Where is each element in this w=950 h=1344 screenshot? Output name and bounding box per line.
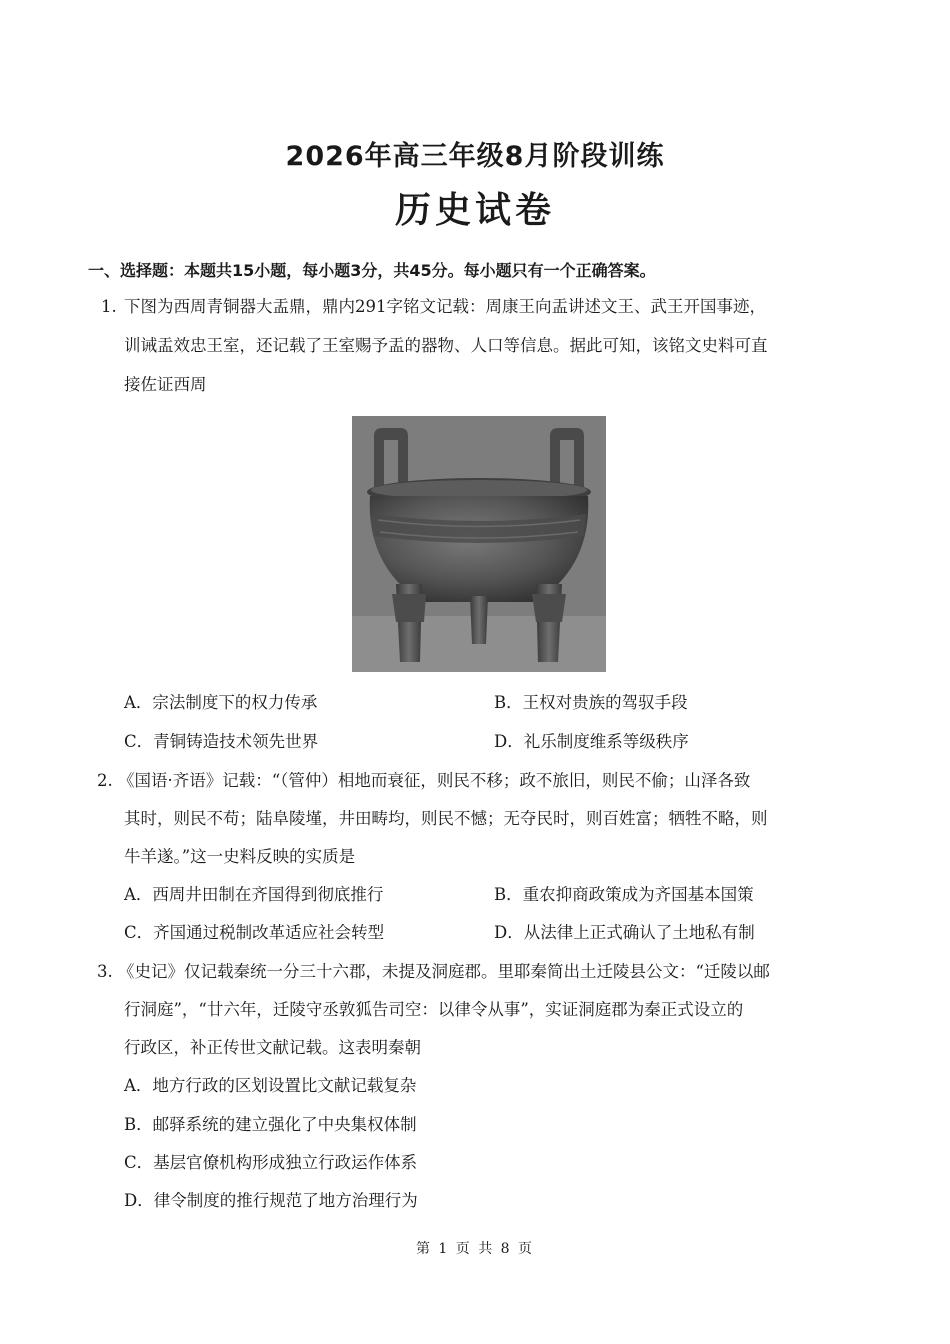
question-1-stem-line: 训诫盂效忠王室，还记载了王室赐予盂的器物、人口等信息。据此可知，该铭文史料可直 [124,336,768,355]
question-2-stem-line: 其时，则民不苟；陆阜陵墐，井田畴均，则民不憾；无夺民时，则百姓富；牺牲不略，则 [124,809,768,828]
exam-title: 2026年高三年级8月阶段训练 [285,141,665,172]
question-3-stem-line: 《史记》仅记载秦统一分三十六郡，未提及洞庭郡。里耶秦简出土迁陵县公文：“迁陵以邮 [118,962,770,981]
question-3-option-a: A．地方行政的区划设置比文献记载复杂 [124,1076,417,1095]
question-1-stem-line: 下图为西周青铜器大盂鼎，鼎内291字铭文记载：周康王向盂讲述文王、武王开国事迹， [124,297,766,316]
question-3-stem-line: 行政区，补正传世文献记载。这表明秦朝 [124,1038,421,1057]
ding-drawing [352,416,606,672]
question-1-stem-line: 接佐证西周 [124,375,207,394]
page-footer: 第 1 页 共 8 页 [415,1241,535,1257]
subject-title: 历史试卷 [394,190,555,231]
question-2-option-d: D．从法律上正式确认了土地私有制 [494,923,755,942]
question-1-option-d: D．礼乐制度维系等级秩序 [494,732,689,751]
question-2-option-c: C．齐国通过税制改革适应社会转型 [124,923,385,942]
question-1-option-c: C．青铜铸造技术领先世界 [124,732,319,751]
question-2-option-a: A．西周井田制在齐国得到彻底推行 [124,885,384,904]
question-2-number: 2. [97,771,113,790]
question-3-option-d: D．律令制度的推行规范了地方治理行为 [124,1191,418,1210]
question-1-option-a: A．宗法制度下的权力传承 [124,693,318,712]
question-1-number: 1. [101,297,117,316]
question-3-stem-line: 行洞庭”，“廿六年，迁陵守丞敦狐告司空：以律令从事”，实证洞庭郡为秦正式设立的 [124,1000,744,1019]
question-1-option-b: B．王权对贵族的驾驭手段 [494,693,688,712]
question-3-option-c: C．基层官僚机构形成独立行政运作体系 [124,1153,418,1172]
question-3-number: 3. [97,962,113,981]
bronze-ding-image [352,416,606,672]
question-2-stem-line: 牛羊遂。”这一史料反映的实质是 [124,847,356,866]
question-3-option-b: B．邮驿系统的建立强化了中央集权体制 [124,1115,417,1134]
section-heading: 一、选择题：本题共15小题，每小题3分，共45分。每小题只有一个正确答案。 [88,261,656,280]
question-2-option-b: B．重农抑商政策成为齐国基本国策 [494,885,754,904]
question-2-stem-line: 《国语·齐语》记载：“（管仲）相地而衰征，则民不移；政不旅旧，则民不偷；山泽各致 [118,771,751,790]
